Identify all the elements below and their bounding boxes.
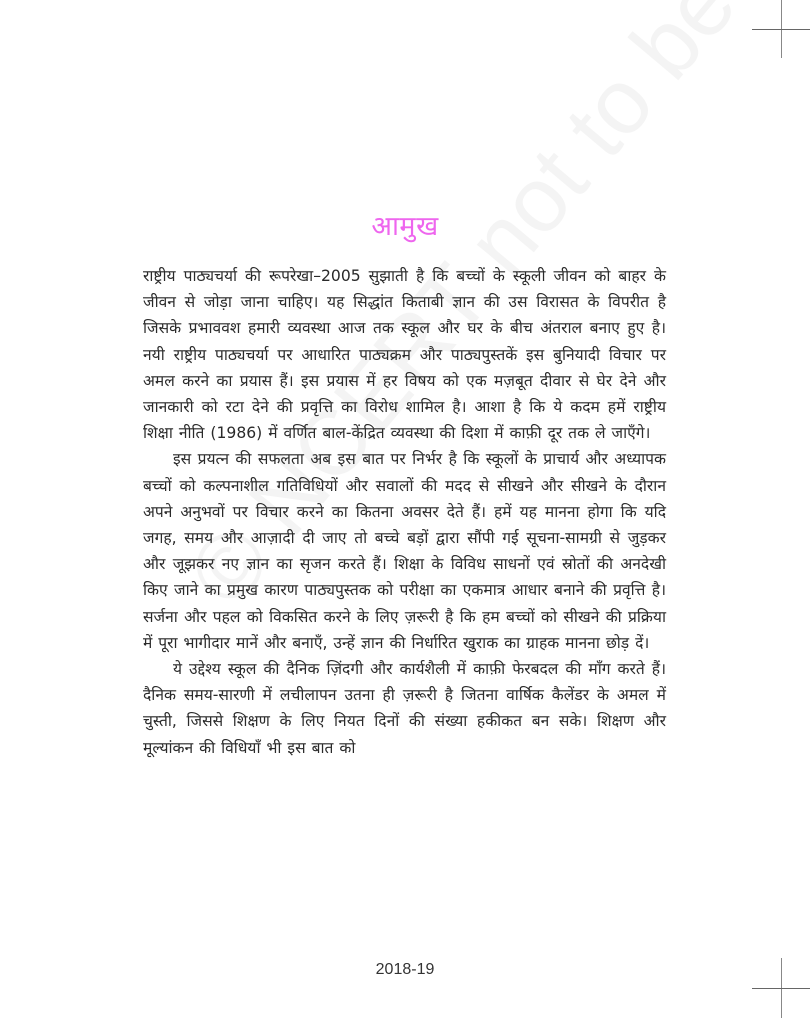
crop-mark-top-horizontal bbox=[752, 29, 810, 30]
page-footer-year: 2018-19 bbox=[375, 961, 435, 978]
paragraph-1: राष्ट्रीय पाठ्यचर्या की रूपरेखा–2005 सुझाती है कि बच्चों के स्कूली जीवन को बाहर के जीवन से जोड़ा जाना चाहिए। यह सिद्धांत किताबी ज्ञान की उस विरासत के विपरीत है जिसके प्रभाववश हमारी व्यवस्था आज तक स्कूल और घर के बीच अंतराल बनाए हुए है। नयी राष्ट्रीय पाठ्यचर्या पर आधारित पाठ्यक्रम और पाठ्यपुस्तकें इस बुनियादी विचार पर अमल करने का प्रयास हैं। इस प्रयास में हर विषय को एक मज़बूत दीवार से घेर देने और जानकारी को रटा देने की प्रवृत्ति का विरोध शामिल है। आशा है कि ये कदम हमें राष्ट्रीय शिक्षा नीति (1986) में वर्णित बाल-केंद्रित व्यवस्था की दिशा में काफ़ी दूर तक ले जाएँगे। bbox=[143, 267, 666, 443]
page-title: आमुख bbox=[371, 211, 439, 242]
paragraph-2: इस प्रयत्न की सफलता अब इस बात पर निर्भर है कि स्कूलों के प्राचार्य और अध्यापक बच्चों को कल्पनाशील गतिविधियों और सवालों की मदद से सीखने और सीखने के दौरान अपने अनुभवों पर विचार करने का कितना अवसर देते हैं। हमें यह मानना होगा कि यदि जगह, समय और आज़ादी दी जाए तो बच्चे बड़ों द्वारा सौंपी गई सूचना-सामग्री से जुड़कर और जूझकर नए ज्ञान का सृजन करते हैं। शिक्षा के विविध साधनों एवं स्रोतों की अनदेखी किए जाने का प्रमुख कारण पाठ्यपुस्तक को परीक्षा का एकमात्र आधार बनाने की प्रवृत्ति है। सर्जना और पहल को विकसित करने के लिए ज़रूरी है कि हम बच्चों को सीखने की प्रक्रिया में पूरा भागीदार मानें और बनाएँ, उन्हें ज्ञान की निर्धारित खुराक का ग्राहक मानना छोड़ दें। bbox=[143, 450, 666, 652]
body-text bbox=[143, 263, 666, 761]
crop-mark-bottom-horizontal bbox=[752, 988, 810, 989]
paragraph-3: ये उद्देश्य स्कूल की दैनिक ज़िंदगी और कार्यशैली में काफ़ी फेरबदल की माँग करते हैं। दैनिक समय-सारणी में लचीलापन उतना ही ज़रूरी है जितना वार्षिक कैलेंडर के अमल में चुस्ती, जिससे शिक्षण के लिए नियत दिनों की संख्या हकीकत बन सके। शिक्षण और मूल्यांकन की विधियाँ भी इस बात को bbox=[143, 660, 666, 757]
